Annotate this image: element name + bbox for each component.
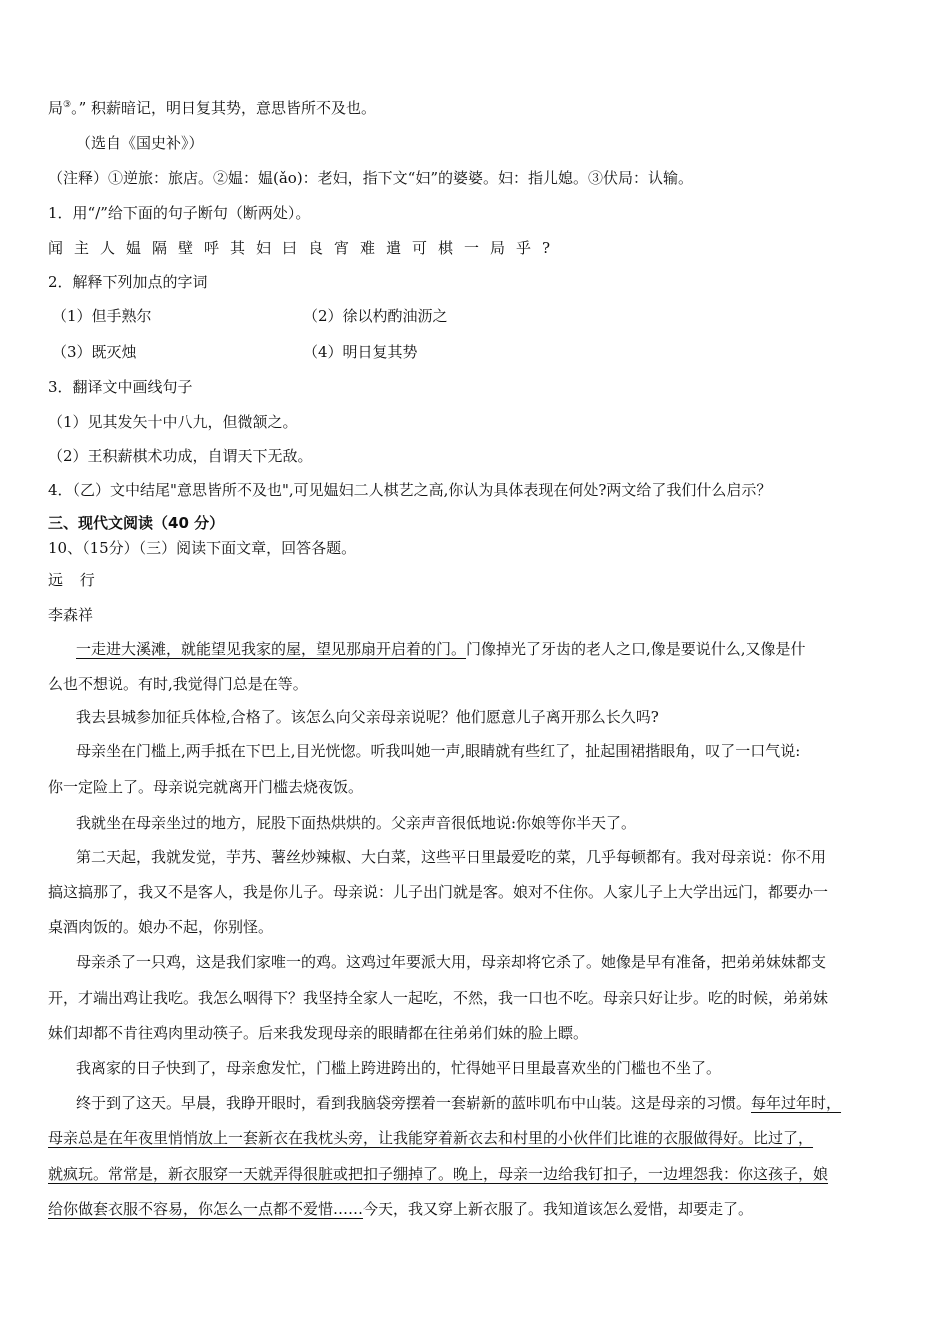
question-2-item-4: （4）明日复其势 [303,343,418,361]
annotation-note: （注释）①逆旅：旅店。②媪：媪(ǎo)：老妇，指下文“妇”的婆婆。妇：指儿媳。③伏局：认输。 [48,169,694,187]
paragraph-6-line-1: 母亲杀了一只鸡，这是我们家唯一的鸡。这鸡过年要派大用，母亲却将它杀了。她像是早有准备，把弟弟妹妹都支 [76,953,827,971]
paragraph-8-line-4 [48,1199,753,1219]
article-title: 远 行 [48,571,101,589]
question-3-item-2: （2）王积薪棋术功成，自谓天下无敌。 [48,447,313,465]
question-4: 4．（乙）文中结尾"意思皆所不及也",可见媪妇二人棋艺之高,你认为具体表现在何处?两文给了我们什么启示？ [48,481,772,499]
question-2-item-2: （2）徐以杓酌油沥之 [303,307,448,325]
question-2-item-3: （3）既灭烛 [52,343,137,361]
paragraph-4: 我就坐在母亲坐过的地方，屁股下面热烘烘的。父亲声音很低地说:你娘等你半天了。 [76,814,637,832]
paragraph-8-line-3: 就疯玩。常常是，新衣服穿一天就弄得很脏或把扣子绷掉了。晚上，母亲一边给我钉扣子，一边埋怨我：你这孩子，娘 [48,1165,829,1183]
paragraph-3-line-1: 母亲坐在门槛上,两手抵在下巴上,目光恍惚。听我叫她一声,眼睛就有些红了，扯起围裙揩眼角，叹了一口气说: [76,742,801,760]
paragraph-6-line-2: 开，才端出鸡让我吃。我怎么咽得下？我坚持全家人一起吃，不然，我一口也不吃。母亲只好让步。吃的时候，弟弟妹 [48,989,829,1007]
text-fragment: 今天，我又穿上新衣服了。我知道该怎么爱惜，却要走了。 [363,1200,754,1218]
text-line-top-1 [48,98,376,118]
footnote-marker: ③ [63,100,72,110]
source-citation: （选自《国史补》） [76,134,204,152]
question-2: 2．解释下列加点的字词 [48,273,208,291]
paragraph-6-line-3: 妹们却都不肯往鸡肉里动筷子。后来我发现母亲的眼睛都在往弟弟们妹的脸上瞟。 [48,1024,589,1042]
question-3-item-1: （1）见其发矢十中八九，但微颔之。 [48,413,298,431]
question-3: 3．翻译文中画线句子 [48,378,193,396]
paragraph-8-line-2: 母亲总是在年夜里悄悄放上一套新衣在我枕头旁，让我能穿着新衣去和村里的小伙伴们比谁的衣服做得好。比过了， [48,1129,814,1147]
paragraph-5-line-3: 桌酒肉饭的。娘办不起，你别怪。 [48,918,274,936]
underlined-sentence: 一走进大溪滩，就能望见我家的屋，望见那扇开启着的门。 [76,640,467,658]
text-fragment: 。” 积薪暗记，明日复其势，意思皆所不及也。 [71,99,377,117]
underlined-sentence: 给你做套衣服不容易，你怎么一点都不爱惜…… [48,1200,364,1218]
text-fragment: 终于到了这天。早晨，我睁开眼时，看到我脑袋旁摆着一套崭新的蓝咔叽布中山装。这是母亲的习惯。 [76,1094,752,1112]
paragraph-2: 我去县城参加征兵体检,合格了。该怎么向父亲母亲说呢？他们愿意儿子离开那么长久吗? [76,708,659,726]
question-10-intro: 10、（15分）（三）阅读下面文章，回答各题。 [48,539,357,557]
question-1: 1．用“/”给下面的句子断句（断两处）。 [48,204,311,222]
section-heading: 三、现代文阅读（40 分） [48,514,225,532]
paragraph-7: 我离家的日子快到了，母亲愈发忙，门槛上跨进跨出的，忙得她平日里最喜欢坐的门槛也不坐了。 [76,1059,722,1077]
paragraph-5-line-1: 第二天起，我就发觉，芋艿、薯丝炒辣椒、大白菜，这些平日里最爱吃的菜，几乎每顿都有。我对母亲说：你不用 [76,848,827,866]
question-2-item-1: （1）但手熟尔 [52,307,152,325]
paragraph-8-line-1 [76,1093,841,1113]
text-fragment: 局 [48,99,64,117]
paragraph-1-line-2: 么也不想说。有时,我觉得门总是在等。 [48,675,308,693]
article-author: 李森祥 [48,606,94,624]
text-fragment: 门像掉光了牙齿的老人之口,像是要说什么,又像是什 [466,640,806,658]
paragraph-5-line-2: 搞这搞那了，我又不是客人，我是你儿子。母亲说：儿子出门就是客。娘对不住你。人家儿子上大学出远门，都要办一 [48,883,829,901]
underlined-sentence: 每年过年时， [751,1094,842,1112]
question-1-sentence: 闻主人媪隔壁呼其妇曰良宵难遣可棋一局乎? [48,239,562,257]
paragraph-3-line-2: 你一定险上了。母亲说完就离开门槛去烧夜饭。 [48,778,364,796]
paragraph-1-line-1 [76,639,806,659]
